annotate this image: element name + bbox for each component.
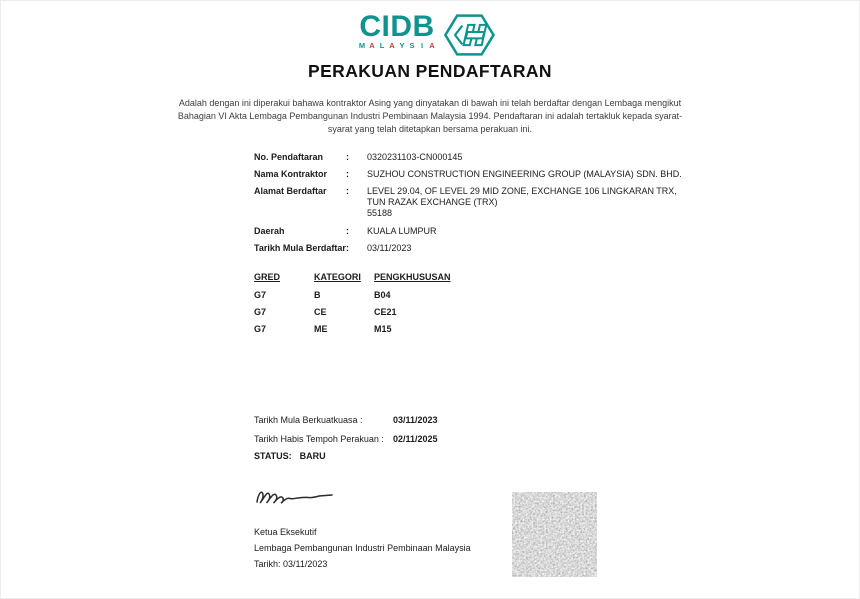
malaysia-letter: Y <box>399 41 405 50</box>
contractor-name-value: SUZHOU CONSTRUCTION ENGINEERING GROUP (MALAYSIA) SDN. BHD. <box>367 169 682 179</box>
certificate-title: PERAKUAN PENDAFTARAN <box>308 61 552 81</box>
cidb-hexagon-emblem-icon <box>442 13 496 57</box>
status-badge: BARU <box>299 451 326 461</box>
registration-no-value: 0320231103-CN000145 <box>367 152 463 162</box>
intro-line: Bahagian VI Akta Lembaga Pembangunan Industri Pembinaan Malaysia 1994. Pendaftaran ini adalah tertakluk kepada syarat- <box>177 111 683 121</box>
grades-table-cell: ME <box>314 324 328 334</box>
qr-code <box>512 492 597 577</box>
colon-separator: : <box>346 226 349 236</box>
cidb-malaysia-wordmark <box>357 41 437 50</box>
grades-table-cell: G7 <box>254 290 267 300</box>
address-line: 55188 <box>367 208 393 218</box>
signatory-organization: Lembaga Pembangunan Industri Pembinaan Malaysia <box>254 543 471 553</box>
registration-no-label: No. Pendaftaran <box>254 152 324 162</box>
colon-separator: : <box>346 186 349 196</box>
grades-table-cell: M15 <box>374 324 392 334</box>
registration-start-date-label: Tarikh Mula Berdaftar <box>254 243 346 253</box>
grades-table-header-gred: GRED <box>254 272 281 282</box>
malaysia-letter: A <box>369 41 375 50</box>
status-row <box>254 451 326 461</box>
intro-line: Adalah dengan ini diperakui bahawa kontraktor Asing yang dinyatakan di bawah ini telah berdaftar dengan Lembaga mengikut <box>178 98 682 108</box>
colon-separator: : <box>346 169 349 179</box>
grades-table-header-kategori: KATEGORI <box>314 272 361 282</box>
malaysia-letter: A <box>429 41 435 50</box>
grades-table-header-pengkhususan: PENGKHUSUSAN <box>374 272 451 282</box>
colon-separator: : <box>346 243 349 253</box>
effective-date-label: Tarikh Mula Berkuatkuasa : <box>254 415 363 425</box>
grades-table-cell: B04 <box>374 290 391 300</box>
expiry-date-value: 02/11/2025 <box>393 434 438 444</box>
address-line: LEVEL 29.04, OF LEVEL 29 MID ZONE, EXCHANGE 106 LINGKARAN TRX, <box>367 186 677 196</box>
grades-table-cell: G7 <box>254 307 267 317</box>
registration-start-date-value: 03/11/2023 <box>367 243 412 253</box>
grades-table-cell: CE <box>314 307 327 317</box>
grades-table-cell: G7 <box>254 324 267 334</box>
malaysia-letter: L <box>379 41 385 50</box>
address-line: TUN RAZAK EXCHANGE (TRX) <box>367 197 498 207</box>
expiry-date-label: Tarikh Habis Tempoh Perakuan : <box>254 434 384 444</box>
district-label: Daerah <box>254 226 285 236</box>
colon-separator: : <box>346 152 349 162</box>
malaysia-letter: M <box>358 41 366 50</box>
district-value: KUALA LUMPUR <box>367 226 437 236</box>
cidb-logo <box>357 10 496 57</box>
contractor-name-label: Nama Kontraktor <box>254 169 328 179</box>
effective-date-value: 03/11/2023 <box>393 415 438 425</box>
malaysia-letter: S <box>409 41 415 50</box>
malaysia-letter: A <box>389 41 395 50</box>
intro-line: syarat yang telah ditetapkan bersama perakuan ini. <box>327 124 533 134</box>
signatory-role: Ketua Eksekutif <box>254 527 317 537</box>
registered-address-value <box>367 186 677 219</box>
grades-table-cell: B <box>314 290 321 300</box>
malaysia-letter: I <box>420 41 424 50</box>
cidb-brand-name: CIDB <box>359 10 435 43</box>
intro-paragraph <box>1 97 859 136</box>
status-label: STATUS: <box>254 451 292 461</box>
grades-table-cell: CE21 <box>374 307 397 317</box>
registered-address-label: Alamat Berdaftar <box>254 186 327 196</box>
handwritten-signature-icon <box>254 485 336 511</box>
cidb-logo-text <box>357 10 437 50</box>
signatory-date: Tarikh: 03/11/2023 <box>254 559 328 569</box>
